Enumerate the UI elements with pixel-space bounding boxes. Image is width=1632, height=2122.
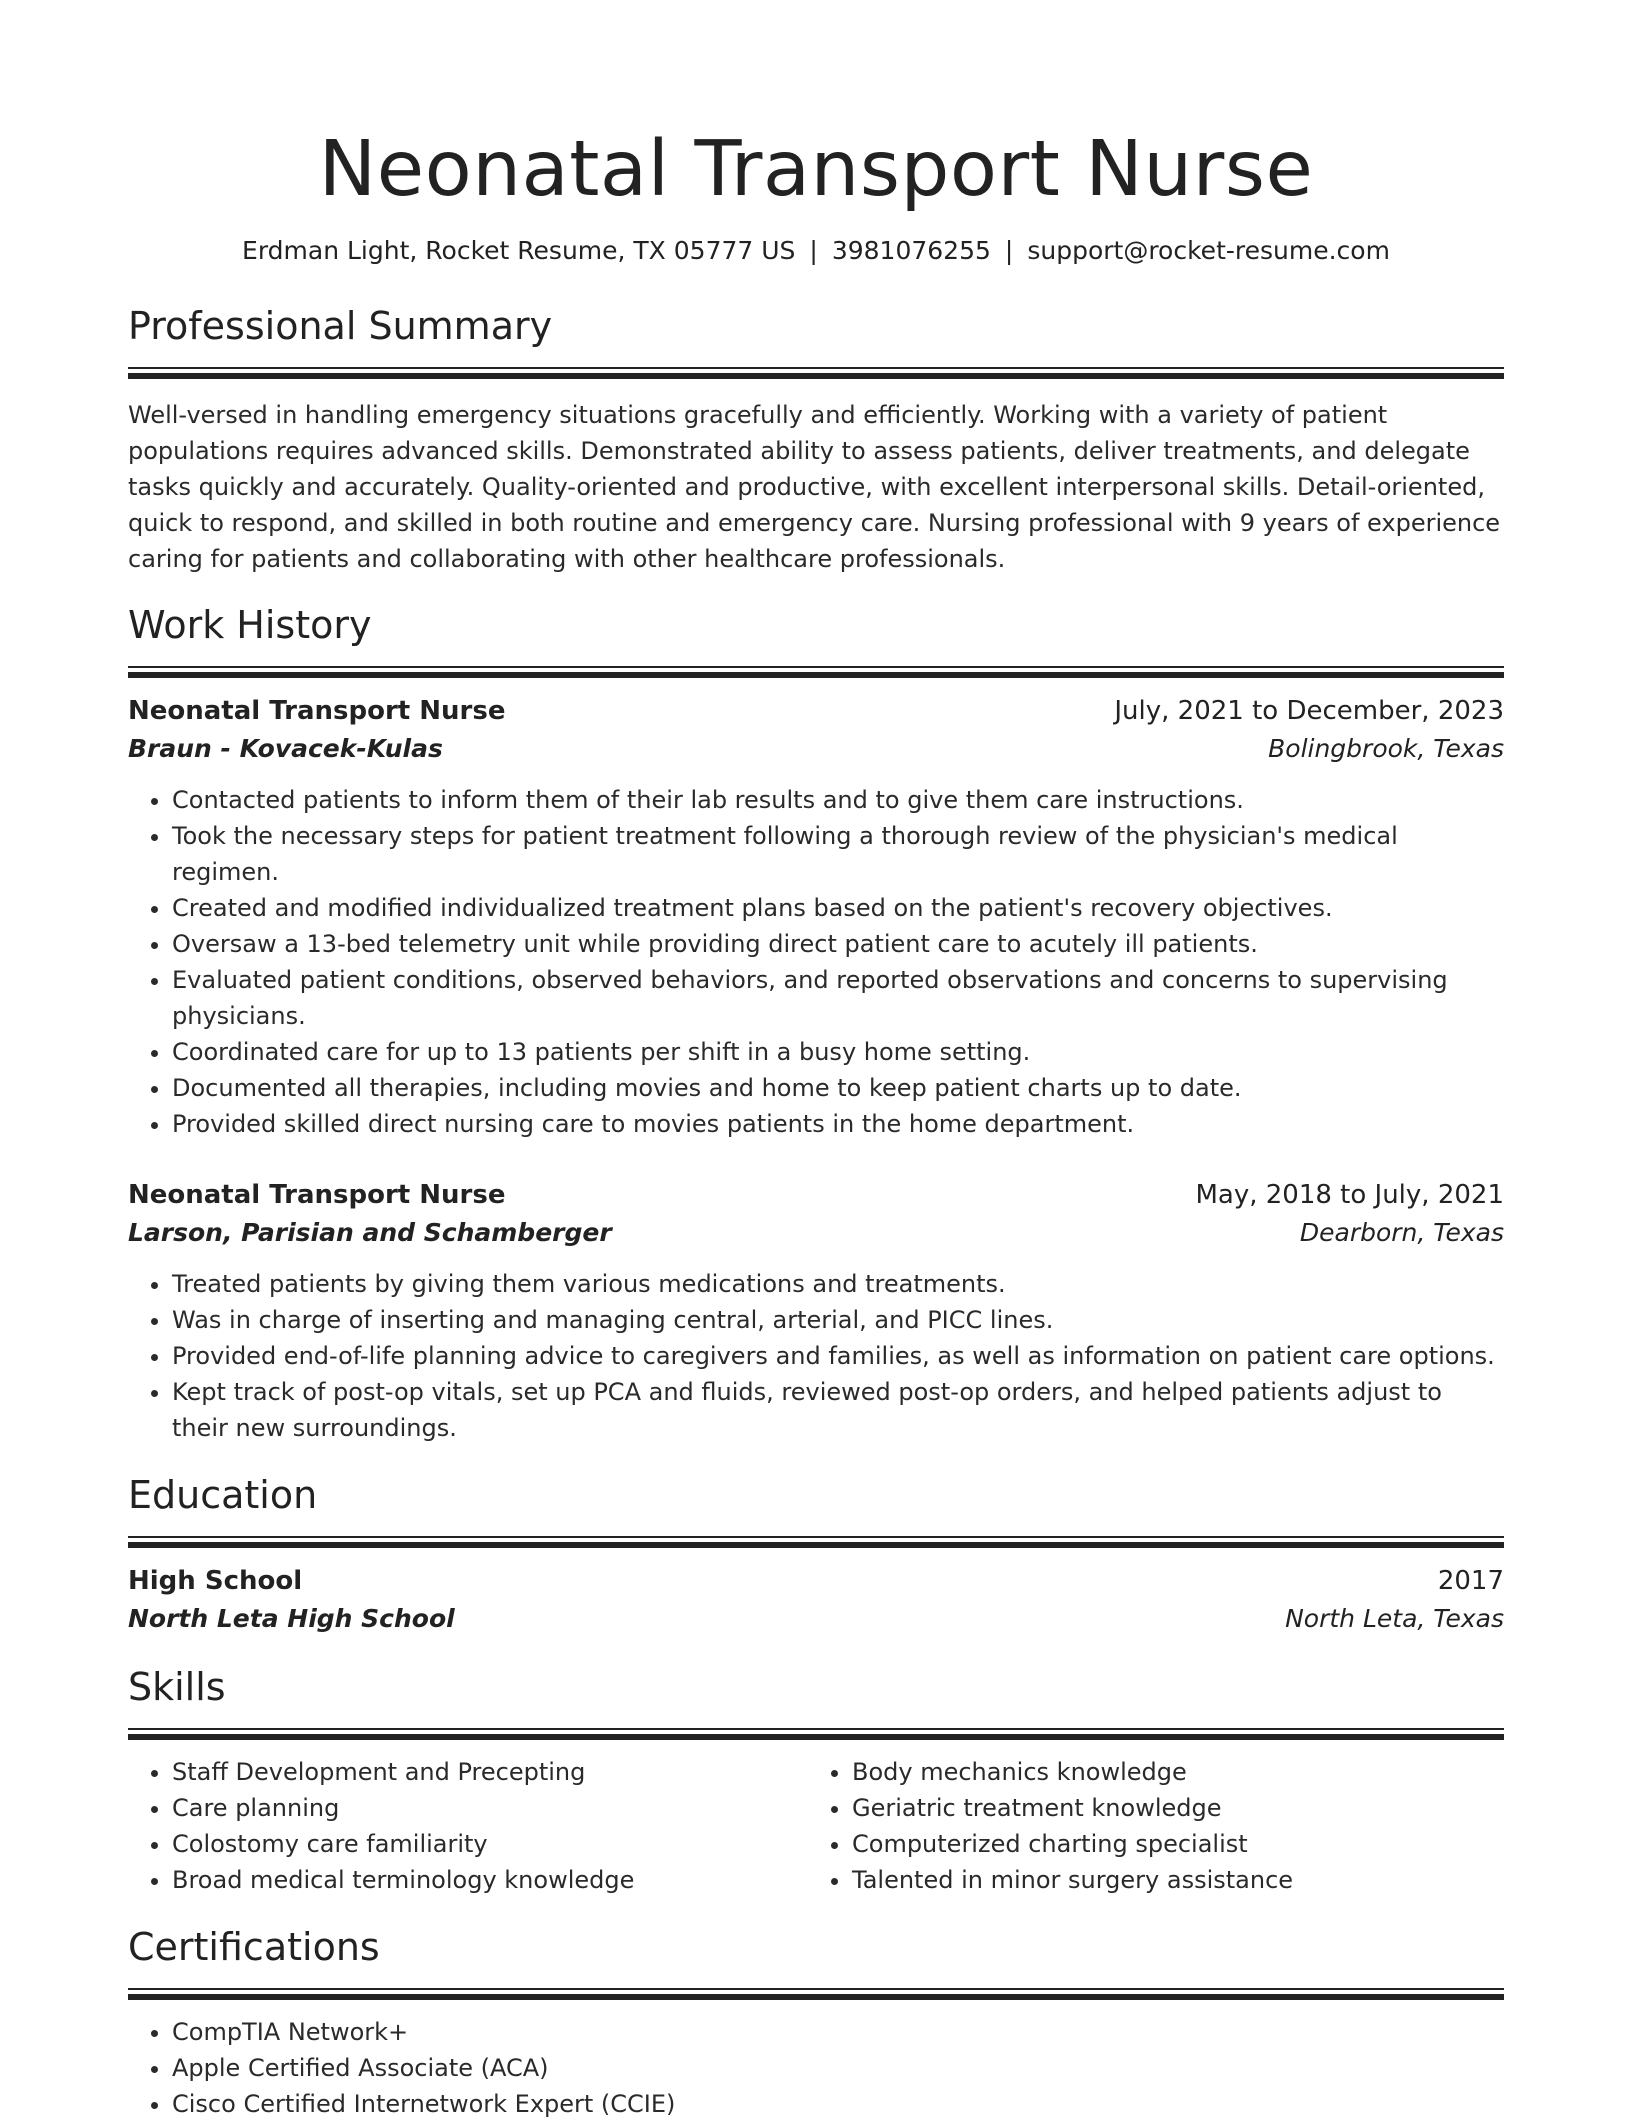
list-item: • Took the necessary steps for patient treatment following a thorough review of the physician's medical regimen.: [172, 818, 1504, 890]
list-item: • Created and modified individualized treatment plans based on the patient's recovery objectives.: [172, 890, 1504, 926]
certifications-section: [128, 1922, 1504, 2122]
list-item: • Treated patients by giving them various medications and treatments.: [172, 1266, 1504, 1302]
list-item: • Talented in minor surgery assistance: [852, 1862, 1488, 1898]
section-divider: [128, 1728, 1504, 1740]
skills-grid: [128, 1754, 1504, 1898]
list-item: • Staff Development and Precepting: [172, 1754, 808, 1790]
list-item: • Care planning: [172, 1790, 808, 1826]
job-subheader: [128, 730, 1504, 768]
contact-address: Erdman Light, Rocket Resume, TX 05777 US: [242, 236, 796, 265]
job-bullets: [128, 1266, 1504, 1446]
job-dates: May, 2018 to July, 2021: [1195, 1180, 1504, 1210]
summary-text: Well-versed in handling emergency situations gracefully and efficiently. Working with a variety of patient populations requires advanced skills. Demonstrated ability to assess patients, deliver treatments, and delegate tasks quickly and accurately. Quality-oriented and productive, with excellent interpersonal skills. Detail-oriented, quick to respond, and skilled in both routine and emergency care. Nursing professional with 9 years of experience caring for patients and collaborating with other healthcare professionals.: [128, 401, 1501, 573]
list-item: • Cisco Certified Internetwork Expert (CCIE): [172, 2086, 1504, 2122]
job-bullets: [128, 782, 1504, 1142]
job-location: Dearborn, Texas: [1299, 1218, 1504, 1247]
list-item: • Geriatric treatment knowledge: [852, 1790, 1488, 1826]
job-dates: July, 2021 to December, 2023: [1114, 696, 1504, 726]
list-item: • Colostomy care familiarity: [172, 1826, 808, 1862]
job-company: Braun - Kovacek-Kulas: [128, 734, 443, 763]
education-year: 2017: [1437, 1566, 1504, 1596]
education-degree: High School: [128, 1566, 303, 1596]
education-subheader: [128, 1600, 1504, 1638]
contact-phone: 3981076255: [831, 236, 991, 265]
section-title-summary: Professional Summary: [128, 304, 553, 348]
contact-separator: |: [1004, 236, 1014, 265]
section-divider: [128, 1536, 1504, 1548]
job-title: Neonatal Transport Nurse: [128, 696, 506, 726]
section-title-work: Work History: [128, 603, 372, 647]
job-entry: [128, 692, 1504, 1142]
job-entry: [128, 1176, 1504, 1446]
resume-page: [128, 0, 1504, 2122]
list-item: • Documented all therapies, including movies and home to keep patient charts up to date.: [172, 1070, 1504, 1106]
certifications-list: [128, 2014, 1504, 2122]
contact-email: support@rocket-resume.com: [1027, 236, 1390, 265]
list-item: • Provided skilled direct nursing care to movies patients in the home department.: [172, 1106, 1504, 1142]
skills-column-right: [808, 1754, 1488, 1898]
list-item: • Evaluated patient conditions, observed behaviors, and reported observations and concerns to supervising physicians.: [172, 962, 1504, 1034]
list-item: • Kept track of post-op vitals, set up PCA and fluids, reviewed post-op orders, and helped patients adjust to their new surroundings.: [172, 1374, 1504, 1446]
job-header: [128, 692, 1504, 730]
job-location: Bolingbrook, Texas: [1268, 734, 1504, 763]
skills-column-left: [128, 1754, 808, 1898]
education-header: [128, 1562, 1504, 1600]
job-subheader: [128, 1214, 1504, 1252]
work-section: [128, 600, 1504, 1446]
education-section: [128, 1470, 1504, 1638]
section-divider: [128, 666, 1504, 678]
list-item: • Apple Certified Associate (ACA): [172, 2050, 1504, 2086]
summary-section: [128, 301, 1504, 577]
list-item: • Body mechanics knowledge: [852, 1754, 1488, 1790]
section-divider: [128, 367, 1504, 379]
list-item: • Computerized charting specialist: [852, 1826, 1488, 1862]
contact-line: [128, 234, 1504, 268]
job-title: Neonatal Transport Nurse: [128, 1180, 506, 1210]
section-title-certifications: Certifications: [128, 1925, 380, 1969]
candidate-name: Neonatal Transport Nurse: [318, 125, 1314, 214]
job-header: [128, 1176, 1504, 1214]
education-location: North Leta, Texas: [1285, 1604, 1504, 1633]
list-item: • Coordinated care for up to 13 patients per shift in a busy home setting.: [172, 1034, 1504, 1070]
list-item: • Provided end-of-life planning advice to caregivers and families, as well as information on patient care options.: [172, 1338, 1504, 1374]
skills-section: [128, 1662, 1504, 1898]
list-item: • Was in charge of inserting and managing central, arterial, and PICC lines.: [172, 1302, 1504, 1338]
list-item: • CompTIA Network+: [172, 2014, 1504, 2050]
section-title-education: Education: [128, 1473, 318, 1517]
contact-separator: |: [809, 236, 818, 265]
list-item: • Oversaw a 13-bed telemetry unit while providing direct patient care to acutely ill patients.: [172, 926, 1504, 962]
education-school: North Leta High School: [128, 1604, 455, 1633]
job-company: Larson, Parisian and Schamberger: [128, 1218, 612, 1247]
list-item: • Broad medical terminology knowledge: [172, 1862, 808, 1898]
section-divider: [128, 1988, 1504, 2000]
education-entry: [128, 1562, 1504, 1638]
section-title-skills: Skills: [128, 1665, 226, 1709]
list-item: • Contacted patients to inform them of their lab results and to give them care instructions.: [172, 782, 1504, 818]
